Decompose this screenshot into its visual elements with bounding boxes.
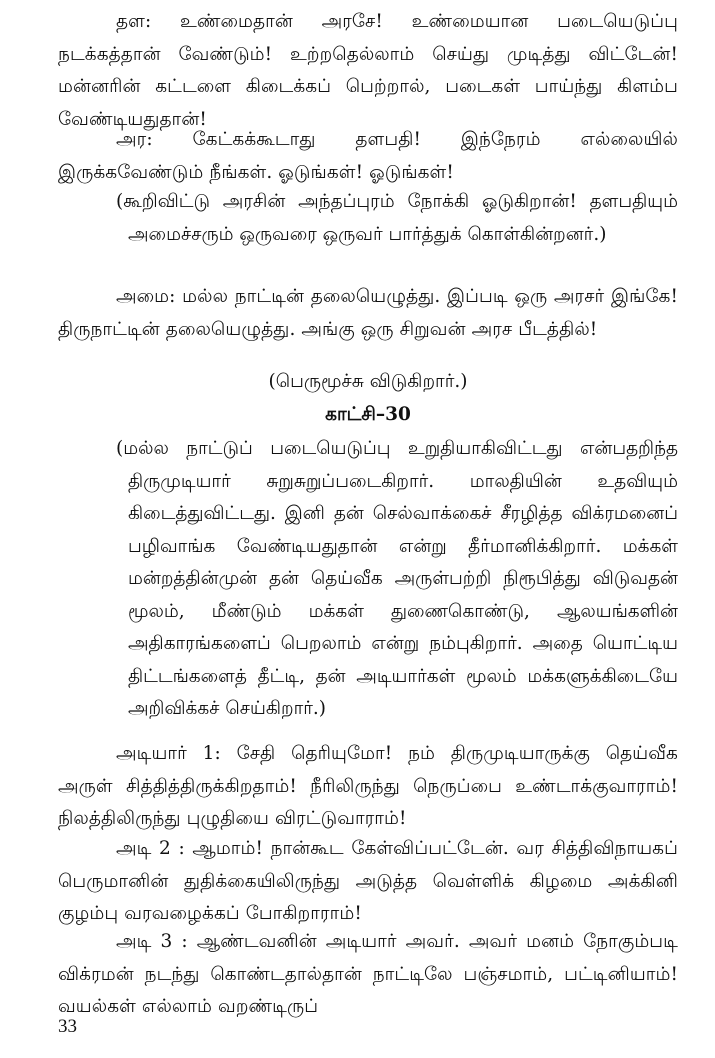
dialogue-devotee-2: அடி 2 : ஆமாம்! நான்கூட கேள்விப்பட்டேன். வர சித்திவிநாயகப் பெருமானின் துதிக்கையிலிருந்து அடுத்த வெள்ளிக் கிழமை அக்கினி குழம்பு வரவழைக்கப் போகிறாராம்! <box>58 838 678 924</box>
dialogue-king: அர: கேட்கக்கூடாது தளபதி! இந்நேரம் எல்லையில் இருக்கவேண்டும் நீங்கள். ஓடுங்கள்! ஓடுங்கள்! <box>58 129 678 183</box>
stage-direction-sigh: (பெருமூச்சு விடுகிறார்.) <box>268 371 468 392</box>
dialogue-devotee-3: அடி 3 : ஆண்டவனின் அடியார் அவர். அவர் மனம் நோகும்படி விக்ரமன் நடந்து கொண்டதால்தான் நாட்டிலே பஞ்சமாம், பட்டினியாம்! வயல்கள் எல்லாம் வறண்டிருப் <box>58 931 678 1017</box>
stage-direction-scene-30: (மல்ல நாட்டுப் படையெடுப்பு உறுதியாகிவிட்டது என்பதறிந்த திருமுடியார் சுறுசுறுப்படைகிறார். மாலதியின் உதவியும் கிடைத்துவிட்டது. இனி தன் செல்வாக்கைச் சீரழித்த விக்ரமனைப் பழிவாங்க வேண்டியதுதான் என்று தீர்மானிக்கிறார். மக்கள் மன்றத்தின்முன் தன் தெய்வீக அருள்பற்றி நிரூபித்து விடுவதன் மூலம், மீண்டும் மக்கள் துணைகொண்டு, ஆலயங்களின் அதிகாரங்களைப் பெறலாம் என்று நம்புகிறார். அதை யொட்டிய திட்டங்களைத் தீட்டி, தன் அடியார்கள் மூலம் மக்களுக்கிடையே அறிவிக்கச் செய்கிறார்.) <box>116 438 678 719</box>
dialogue-commander: தள: உண்மைதான் அரசே! உண்மையான படையெடுப்பு நடக்கத்தான் வேண்டும்! உற்றதெல்லாம் செய்து முடித்து விட்டேன்! மன்னரின் கட்டளை கிடைக்கப் பெற்றால், படைகள் பாய்ந்து கிளம்ப வேண்டியதுதான்! <box>58 11 678 130</box>
stage-direction-1: (கூறிவிட்டு அரசின் அந்தப்புரம் நோக்கி ஓடுகிறான்! தளபதியும் அமைச்சரும் ஒருவரை ஒருவர் பார்த்துக் கொள்கின்றனர்.) <box>116 191 678 245</box>
page-number: 33 <box>58 1016 77 1037</box>
dialogue-devotee-1: அடியார் 1: சேதி தெரியுமோ! நம் திருமுடியாருக்கு தெய்வீக அருள் சித்தித்திருக்கிறதாம்! நீரிலிருந்து நெருப்பை உண்டாக்குவாராம்! நிலத்திலிருந்து புழுதியை விரட்டுவாராம்! <box>58 743 678 829</box>
scene-heading: காட்சி–30 <box>325 404 411 425</box>
dialogue-minister: அமை: மல்ல நாட்டின் தலையெழுத்து. இப்படி ஒரு அரசர் இங்கே! திருநாட்டின் தலையெழுத்து. அங்கு ஒரு சிறுவன் அரச பீடத்தில்! <box>58 286 678 340</box>
